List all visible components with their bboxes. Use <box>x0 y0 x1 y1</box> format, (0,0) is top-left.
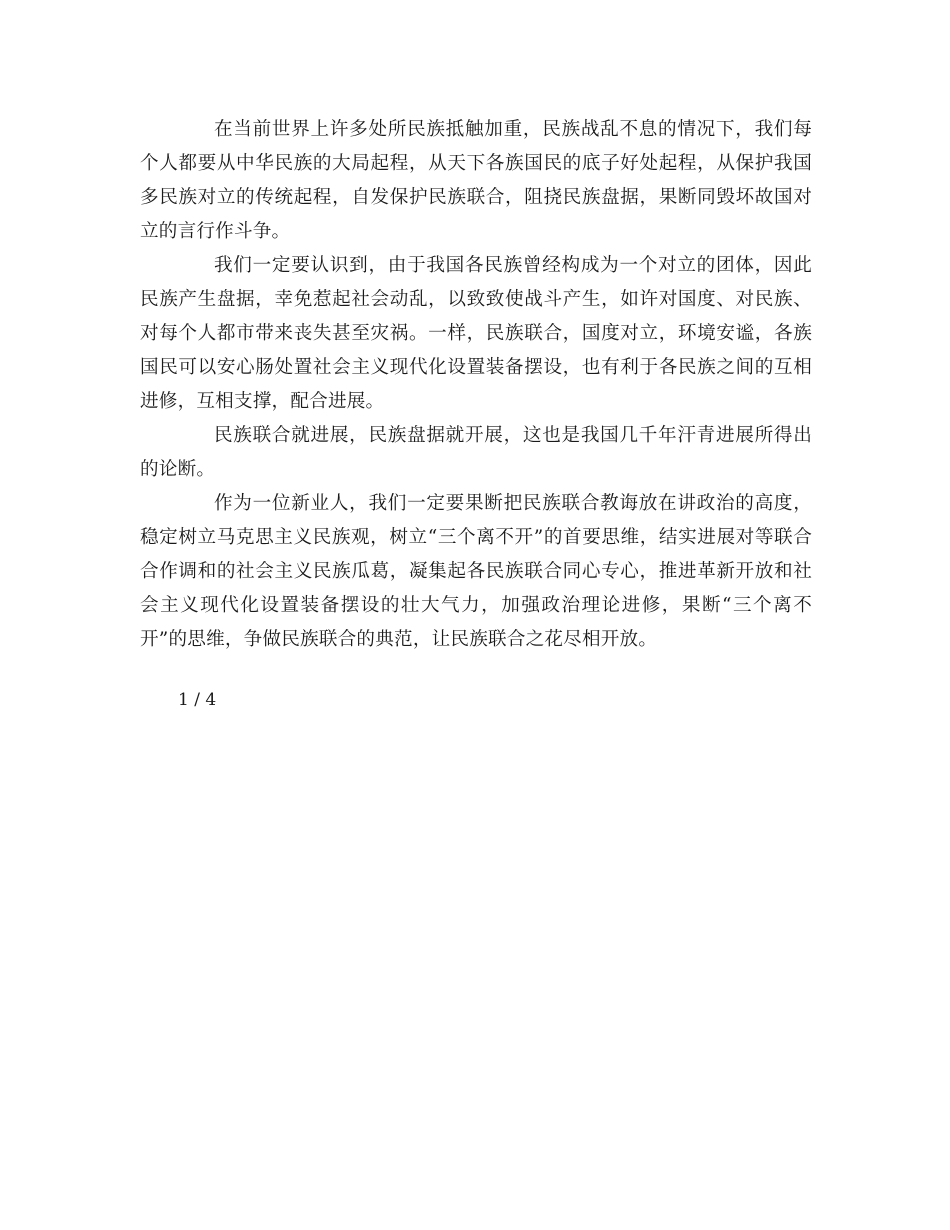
document-body <box>140 113 812 657</box>
paragraph-2: 我们一定要认识到，由于我国各民族曾经构成为一个对立的团体，因此民族产生盘据，幸免惹起社会动乱，以致致使战斗产生，如许对国度、对民族、对每个人都市带来丧失甚至灾祸。一样，民族联合，国度对立，环境安谧，各族国民可以安心肠处置社会主义现代化设置装备摆设，也有利于各民族之间的互相进修，互相支撑，配合进展。 <box>140 255 812 412</box>
page-number: 1 / 4 <box>178 690 217 710</box>
paragraph-1: 在当前世界上许多处所民族抵触加重，民族战乱不息的情况下，我们每个人都要从中华民族的大局起程，从天下各族国民的底子好处起程，从保护我国多民族对立的传统起程，自发保护民族联合，阻挠民族盘据，果断同毁坏故国对立的言行作斗争。 <box>140 119 812 242</box>
paragraph-3: 民族联合就进展，民族盘据就开展，这也是我国几千年汗青进展所得出的论断。 <box>140 425 812 480</box>
paragraph-4: 作为一位新业人，我们一定要果断把民族联合教诲放在讲政治的高度，稳定树立马克思主义民族观，树立“三个离不开”的首要思维，结实进展对等联合合作调和的社会主义民族瓜葛，凝集起各民族联合同心专心，推进革新开放和社会主义现代化设置装备摆设的壮大气力，加强政治理论进修，果断“三个离不开”的思维，争做民族联合的典范，让民族联合之花尽相开放。 <box>140 493 812 650</box>
